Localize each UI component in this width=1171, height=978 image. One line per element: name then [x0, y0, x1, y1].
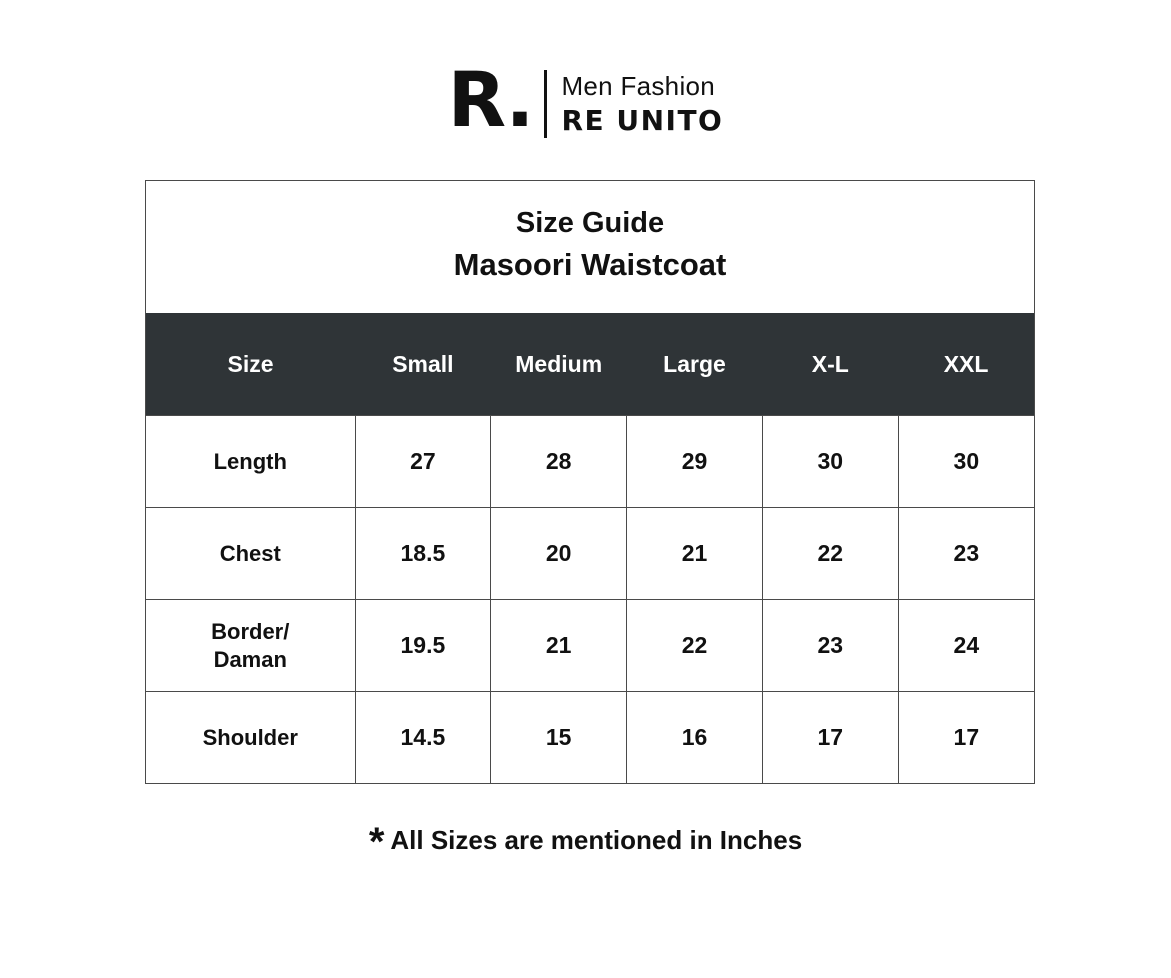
size-table-body [146, 416, 1034, 784]
cell-chest-xl: 22 [762, 508, 898, 600]
cell-shoulder-small: 14.5 [355, 692, 491, 784]
row-header-chest: Chest [146, 508, 355, 600]
brand-mark-icon: R. [447, 55, 533, 144]
cell-shoulder-medium: 15 [491, 692, 627, 784]
cell-length-large: 29 [627, 416, 763, 508]
footnote-text: All Sizes are mentioned in Inches [390, 825, 803, 855]
cell-border-medium: 21 [491, 600, 627, 692]
cell-shoulder-xxl: 17 [898, 692, 1034, 784]
brand-divider [544, 70, 547, 138]
cell-border-large: 22 [627, 600, 763, 692]
column-header-large: Large [663, 350, 726, 377]
cell-shoulder-xl: 17 [762, 692, 898, 784]
table-row [146, 416, 1034, 508]
row-header-shoulder: Shoulder [146, 692, 355, 784]
row-header-length: Length [146, 416, 355, 508]
cell-length-medium: 28 [491, 416, 627, 508]
asterisk-icon: * [368, 820, 385, 864]
column-header-medium: Medium [515, 350, 603, 377]
brand-text [561, 69, 723, 139]
column-header-size: Size [227, 350, 274, 377]
size-guide-card [145, 180, 1035, 784]
brand-logo-inner [447, 55, 724, 150]
cell-border-xl: 23 [762, 600, 898, 692]
cell-length-xxl: 30 [898, 416, 1034, 508]
size-table-head [146, 313, 1034, 416]
card-title [146, 181, 1034, 313]
column-header-xxl: XXL [943, 350, 989, 377]
footnote [0, 820, 1171, 865]
page-title: Size Guide [515, 207, 665, 239]
table-row [146, 600, 1034, 692]
brand-tagline: Men Fashion [561, 71, 716, 101]
cell-chest-xxl: 23 [898, 508, 1034, 600]
cell-border-xxl: 24 [898, 600, 1034, 692]
row-header-border-daman: Border/ Daman [146, 600, 355, 692]
table-row [146, 692, 1034, 784]
cell-border-small: 19.5 [355, 600, 491, 692]
column-header-xl: X-L [811, 350, 849, 377]
brand-logo [0, 55, 1171, 150]
table-row [146, 508, 1034, 600]
brand-name: RE UNITO [561, 104, 724, 137]
cell-length-small: 27 [355, 416, 491, 508]
product-title: Masoori Waistcoat [453, 247, 727, 282]
cell-shoulder-large: 16 [627, 692, 763, 784]
cell-chest-small: 18.5 [355, 508, 491, 600]
size-table [146, 313, 1034, 783]
cell-chest-large: 21 [627, 508, 763, 600]
column-header-small: Small [392, 350, 454, 377]
cell-chest-medium: 20 [491, 508, 627, 600]
table-header-row [146, 313, 1034, 416]
cell-length-xl: 30 [762, 416, 898, 508]
